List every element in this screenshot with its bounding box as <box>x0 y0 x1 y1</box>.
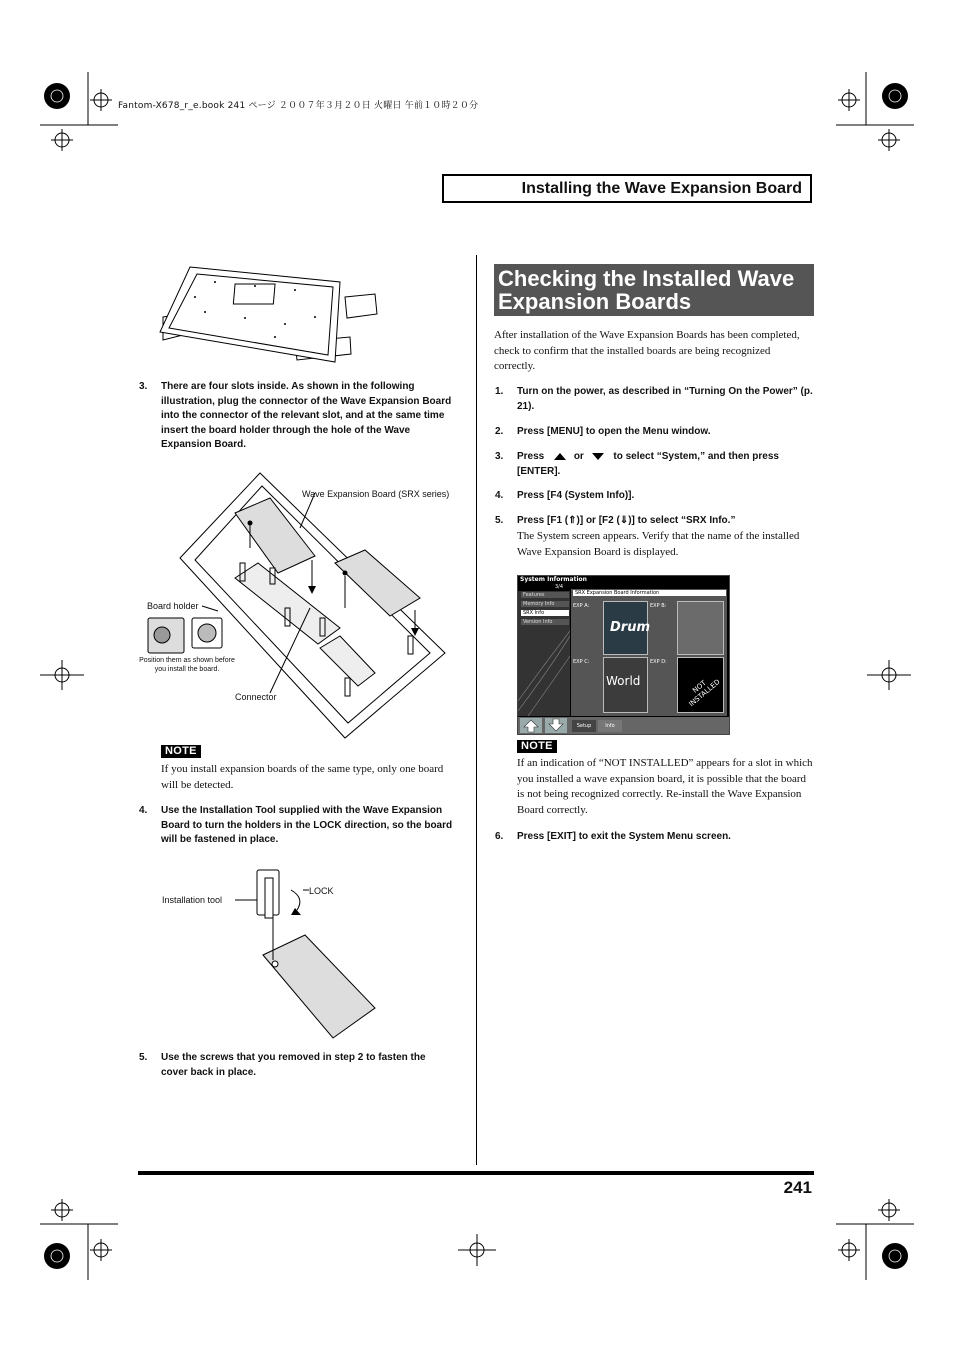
right-step-4 <box>495 489 815 504</box>
figure-keyboard-bottom <box>155 262 380 372</box>
step-text: Use the Installation Tool supplied with the Wave Expansion Board to turn the holders in the LOCK direction, so the board will be fastened in place. <box>161 805 453 845</box>
figure-installation-tool <box>225 860 385 1045</box>
page-title: Checking the Installed Wave Expansion Boards <box>494 264 814 316</box>
menu-item-version-info[interactable]: Version Info <box>521 619 569 625</box>
menu-item-features[interactable]: Features <box>521 592 569 598</box>
intro-text: After installation of the Wave Expansion Boards has been completed, check to confirm that the installed boards are being recognized correctly. <box>494 329 800 372</box>
right-step-1 <box>495 385 815 415</box>
step-text: Turn on the power, as described in “Turning On the Power” (p. 21). <box>517 386 813 412</box>
slot-b-board <box>677 601 724 655</box>
note-badge-1: NOTE <box>161 745 201 758</box>
step-number: 5. <box>139 1052 148 1063</box>
column-divider <box>476 255 477 1165</box>
menu-item-memory-info[interactable]: Memory Info <box>521 601 569 607</box>
step-number: 4. <box>139 805 148 816</box>
step-number: 4. <box>495 490 504 501</box>
step-text: Press [F1 (⇑)] or [F2 (⇓)] to select “SRX Info.” <box>517 515 736 526</box>
step-number: 3. <box>139 381 148 392</box>
step-text: Press [F4 (System Info)]. <box>517 490 635 501</box>
slot-c-name: World <box>606 674 641 688</box>
note-badge-2: NOTE <box>517 740 557 753</box>
step-text-pre: Press <box>517 451 545 462</box>
caption-wave-board: Wave Expansion Board (SRX series) <box>302 489 450 499</box>
step-number: 3. <box>495 451 504 462</box>
up-arrow-icon <box>520 718 542 733</box>
note-text-1: If you install expansion boards of the same type, only one board will be detected. <box>161 763 444 791</box>
caption-lock: LOCK <box>309 886 334 896</box>
step-number: 6. <box>495 831 504 842</box>
f1-up-button[interactable] <box>520 718 542 733</box>
left-step-3 <box>139 380 459 455</box>
caption-position: Position them as shown before you install the board. <box>139 657 235 673</box>
slot-d-label: EXP D: <box>650 659 667 665</box>
right-step-6 <box>495 830 815 845</box>
note-text-2: If an indication of “NOT INSTALLED” appears for a slot in which you installed a wave expansion board, it is possible that the board is not being recognized correctly. Re-install the Wave Expansion Board correctly. <box>517 757 813 816</box>
down-arrow-icon <box>591 452 605 461</box>
right-step-3 <box>495 450 815 480</box>
left-step-4 <box>139 804 459 849</box>
up-arrow-icon <box>553 452 567 461</box>
file-info-header: Fantom-X678_r_e.book 241 ページ ２００７年３月２０日 火曜日 午前１０時２０分 <box>118 101 479 111</box>
slot-d-board <box>677 657 724 713</box>
right-step-5 <box>495 514 815 529</box>
sidebar-decoration <box>518 631 570 716</box>
slot-c-label: EXP C: <box>573 659 590 665</box>
setup-button[interactable]: Setup <box>572 720 596 732</box>
panel-title: SRX Expansion Board Information <box>573 590 726 596</box>
caption-installation-tool: Installation tool <box>162 895 223 905</box>
footer-rule <box>138 1171 814 1175</box>
caption-connector: Connector <box>235 692 277 702</box>
step-text: Use the screws that you removed in step 2 to fasten the cover back in place. <box>161 1052 426 1078</box>
step-text: Press [MENU] to open the Menu window. <box>517 426 711 437</box>
screen-button-bar <box>518 717 729 734</box>
down-arrow-icon <box>545 718 567 733</box>
step-number: 1. <box>495 386 504 397</box>
slot-b-label: EXP B: <box>650 603 667 609</box>
page-number: 241 <box>783 1178 812 1197</box>
right-step-2 <box>495 425 815 440</box>
section-title-box <box>442 174 812 203</box>
step-text-post: to select “System,” and then press [ENTER]. <box>517 451 779 477</box>
screen-sidebar <box>518 591 570 716</box>
f2-down-button[interactable] <box>545 718 567 733</box>
info-button[interactable]: Info <box>598 720 622 732</box>
slot-d-name: NOT INSTALLED <box>687 677 722 709</box>
screen-page: 3/4 <box>555 584 564 590</box>
step-number: 5. <box>495 515 504 526</box>
system-info-screen <box>517 575 730 735</box>
slot-a-board <box>603 601 651 655</box>
slot-c-board <box>603 657 648 713</box>
step-text: There are four slots inside. As shown in the following illustration, plug the connector of the Wave Expansion Board into the connector of the relevant slot, and at the same time insert the board holder through the hole of the Wave Expansion Board. <box>161 381 452 450</box>
step-number: 2. <box>495 426 504 437</box>
slot-a-name: Drum <box>610 620 651 635</box>
step-text-mid: or <box>573 451 584 462</box>
step-text: Press [EXIT] to exit the System Menu screen. <box>517 831 731 842</box>
section-title: Installing the Wave Expansion Board <box>521 179 802 197</box>
screen-title: System Information <box>520 576 587 583</box>
left-step-5 <box>139 1051 459 1081</box>
caption-board-holder: Board holder <box>147 601 199 611</box>
menu-item-srx-info[interactable]: SRX Info <box>521 610 569 616</box>
step-5-detail: The System screen appears. Verify that the name of the installed Wave Expansion Board is displayed. <box>517 530 800 558</box>
srx-panel <box>571 589 727 716</box>
slot-a-label: EXP A: <box>573 603 590 609</box>
